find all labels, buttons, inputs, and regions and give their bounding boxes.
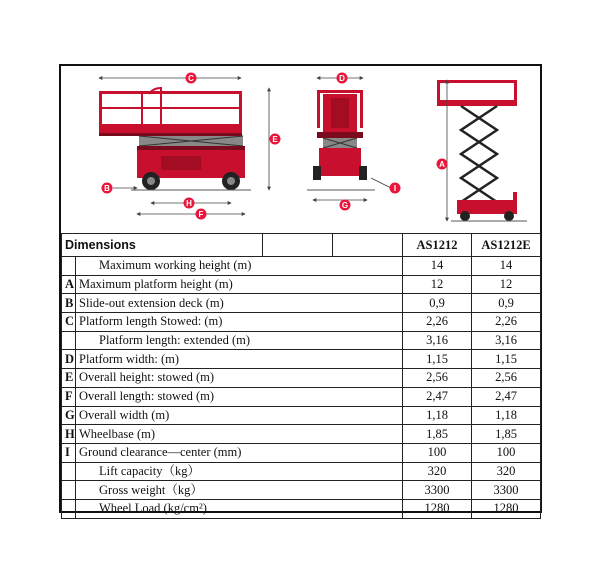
row-label: Gross weight（kg） (99, 482, 203, 497)
row-label: Platform width: (m) (76, 350, 403, 369)
row-code: E (62, 369, 76, 388)
row-label: Ground clearance—center (mm) (76, 443, 403, 462)
row-code: F (62, 387, 76, 406)
table-row (62, 481, 541, 500)
row-value-as1212e: 3300 (472, 481, 541, 500)
table-row (62, 462, 541, 481)
dimension-marker-c (186, 73, 197, 84)
row-code: D (62, 350, 76, 369)
row-code (62, 257, 76, 276)
dimension-marker-e (270, 134, 281, 145)
table-row (62, 275, 541, 294)
row-label: Wheel Load (kg/cm²) (99, 501, 207, 516)
svg-text:F: F (198, 210, 204, 219)
svg-text:G: G (341, 201, 349, 210)
row-code: G (62, 406, 76, 425)
svg-text:I: I (393, 184, 397, 193)
row-value-as1212: 2,26 (403, 313, 472, 332)
table-row (62, 443, 541, 462)
model-header-as1212e: AS1212E (472, 234, 541, 257)
row-code (62, 481, 76, 500)
dimension-marker-f (196, 209, 207, 220)
row-code: B (62, 294, 76, 313)
front-view-figure (307, 78, 391, 200)
row-value-as1212e: 320 (472, 462, 541, 481)
table-row (62, 369, 541, 388)
svg-text:B: B (104, 184, 110, 193)
dimension-marker-b (102, 183, 113, 194)
table-row (62, 257, 541, 276)
table-row (62, 387, 541, 406)
row-label: Slide-out extension deck (m) (76, 294, 403, 313)
row-value-as1212: 1,18 (403, 406, 472, 425)
table-row (62, 499, 541, 518)
row-label: Platform length: extended (m) (99, 333, 251, 348)
svg-text:A: A (439, 160, 445, 169)
row-value-as1212e: 1,85 (472, 425, 541, 444)
dimension-marker-d (337, 73, 348, 84)
row-label: Wheelbase (m) (76, 425, 403, 444)
row-value-as1212e: 2,26 (472, 313, 541, 332)
row-value-as1212: 1,15 (403, 350, 472, 369)
dimension-marker-g (340, 200, 351, 211)
row-label: Maximum working height (m) (99, 258, 252, 273)
raised-view-figure (437, 80, 527, 221)
svg-text:H: H (186, 199, 192, 208)
svg-text:C: C (188, 74, 194, 83)
row-value-as1212e: 2,56 (472, 369, 541, 388)
row-value-as1212e: 1,18 (472, 406, 541, 425)
row-value-as1212e: 1280 (472, 499, 541, 518)
dimensions-heading: Dimensions (62, 234, 263, 257)
row-value-as1212e: 14 (472, 257, 541, 276)
row-value-as1212: 1280 (403, 499, 472, 518)
row-label: Platform length Stowed: (m) (76, 313, 403, 332)
model-header-as1212: AS1212 (403, 234, 472, 257)
row-value-as1212: 320 (403, 462, 472, 481)
row-label: Overall height: stowed (m) (76, 369, 403, 388)
row-value-as1212: 3,16 (403, 331, 472, 350)
row-code (62, 499, 76, 518)
row-value-as1212: 0,9 (403, 294, 472, 313)
row-label: Lift capacity（kg） (99, 463, 201, 478)
table-row (62, 331, 541, 350)
row-value-as1212: 1,85 (403, 425, 472, 444)
dimension-marker-a (437, 159, 448, 170)
row-label: Overall length: stowed (m) (76, 387, 403, 406)
table-row (62, 425, 541, 444)
empty-cell (333, 234, 403, 257)
table-row (62, 313, 541, 332)
side-view-figure (99, 78, 269, 214)
row-value-as1212e: 12 (472, 275, 541, 294)
row-code: I (62, 443, 76, 462)
row-code (62, 331, 76, 350)
row-value-as1212e: 1,15 (472, 350, 541, 369)
row-value-as1212: 14 (403, 257, 472, 276)
dimension-marker-h (184, 198, 195, 209)
row-code (62, 462, 76, 481)
row-value-as1212: 2,56 (403, 369, 472, 388)
row-code: A (62, 275, 76, 294)
table-row (62, 294, 541, 313)
table-header-row (62, 234, 541, 257)
row-value-as1212e: 3,16 (472, 331, 541, 350)
row-value-as1212e: 100 (472, 443, 541, 462)
row-value-as1212: 12 (403, 275, 472, 294)
table-row (62, 406, 541, 425)
row-label: Maximum platform height (m) (76, 275, 403, 294)
empty-cell (263, 234, 333, 257)
machine-diagram (61, 66, 540, 233)
row-code: H (62, 425, 76, 444)
row-value-as1212: 2,47 (403, 387, 472, 406)
spec-sheet (59, 64, 542, 516)
svg-text:E: E (272, 135, 278, 144)
row-value-as1212e: 2,47 (472, 387, 541, 406)
row-label: Overall width (m) (76, 406, 403, 425)
row-value-as1212e: 0,9 (472, 294, 541, 313)
svg-text:D: D (339, 74, 345, 83)
table-row (62, 350, 541, 369)
dimensions-table (61, 233, 541, 519)
dimension-marker-i (390, 183, 401, 194)
row-code: C (62, 313, 76, 332)
row-value-as1212: 3300 (403, 481, 472, 500)
row-value-as1212: 100 (403, 443, 472, 462)
